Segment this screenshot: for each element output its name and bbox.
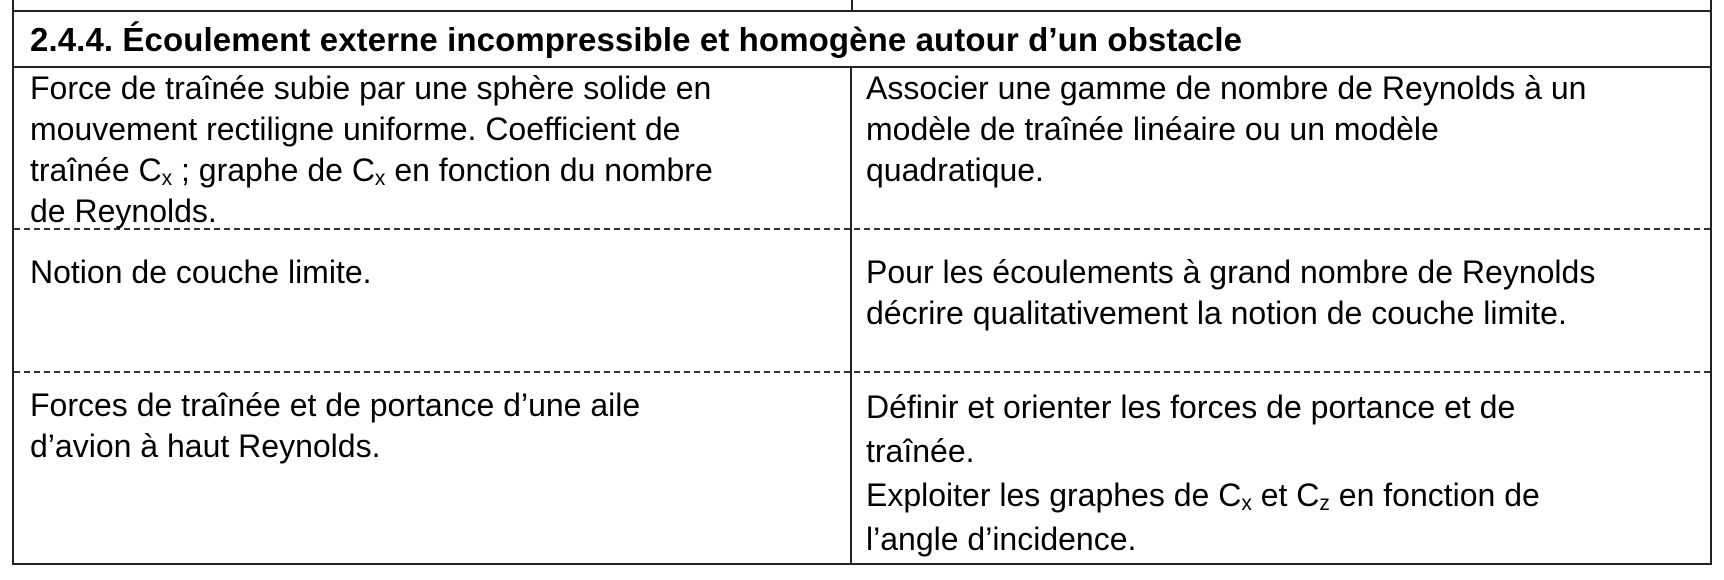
section-heading: 2.4.4. Écoulement externe incompressible et homogène autour d’un obstacle bbox=[14, 10, 1710, 68]
subscript-x: x bbox=[374, 167, 386, 190]
notion-line: d’avion à haut Reynolds. bbox=[30, 428, 381, 464]
notion-cell bbox=[30, 68, 830, 232]
text-segment: en fonction du nombre bbox=[385, 152, 713, 188]
text-segment: ; graphe de C bbox=[172, 152, 375, 188]
notion-line: mouvement rectiligne uniforme. Coefficient de bbox=[30, 111, 681, 147]
text-segment: Exploiter les graphes de C bbox=[866, 477, 1242, 513]
capacity-line: Pour les écoulements à grand nombre de Reynolds bbox=[866, 254, 1596, 290]
notion-line: de Reynolds. bbox=[30, 193, 217, 229]
capacity-cell bbox=[866, 385, 1706, 561]
capacity-line: décrire qualitativement la notion de couche limite. bbox=[866, 295, 1567, 331]
notion-cell bbox=[30, 385, 830, 467]
previous-row-divider bbox=[851, 0, 853, 10]
capacity-line: Associer une gamme de nombre de Reynolds à un bbox=[866, 70, 1587, 106]
notion-line-with-subscripts bbox=[30, 150, 830, 191]
capacity-line-with-subscripts bbox=[866, 473, 1706, 517]
subscript-x: x bbox=[1241, 492, 1252, 515]
text-segment: en fonction de bbox=[1329, 477, 1540, 513]
notion-line: Forces de traînée et de portance d’une aile bbox=[30, 387, 641, 423]
table-row bbox=[14, 373, 1710, 563]
capacity-cell bbox=[866, 68, 1706, 191]
text-segment: et C bbox=[1251, 477, 1320, 513]
capacity-cell bbox=[866, 252, 1706, 334]
text-segment: traînée C bbox=[30, 152, 162, 188]
capacity-line: modèle de traînée linéaire ou un modèle bbox=[866, 111, 1439, 147]
subscript-x: x bbox=[161, 167, 173, 190]
capacity-line: Définir et orienter les forces de portance et de bbox=[866, 389, 1516, 425]
program-table bbox=[12, 0, 1712, 565]
notion-line: Force de traînée subie par une sphère solide en bbox=[30, 70, 712, 106]
capacity-line: l’angle d’incidence. bbox=[866, 521, 1137, 557]
table-row bbox=[14, 68, 1710, 230]
notion-cell bbox=[30, 252, 830, 293]
capacity-line: quadratique. bbox=[866, 152, 1044, 188]
subscript-z: z bbox=[1319, 492, 1330, 515]
table-row bbox=[14, 230, 1710, 373]
notion-line: Notion de couche limite. bbox=[30, 254, 372, 290]
capacity-line: traînée. bbox=[866, 433, 975, 469]
